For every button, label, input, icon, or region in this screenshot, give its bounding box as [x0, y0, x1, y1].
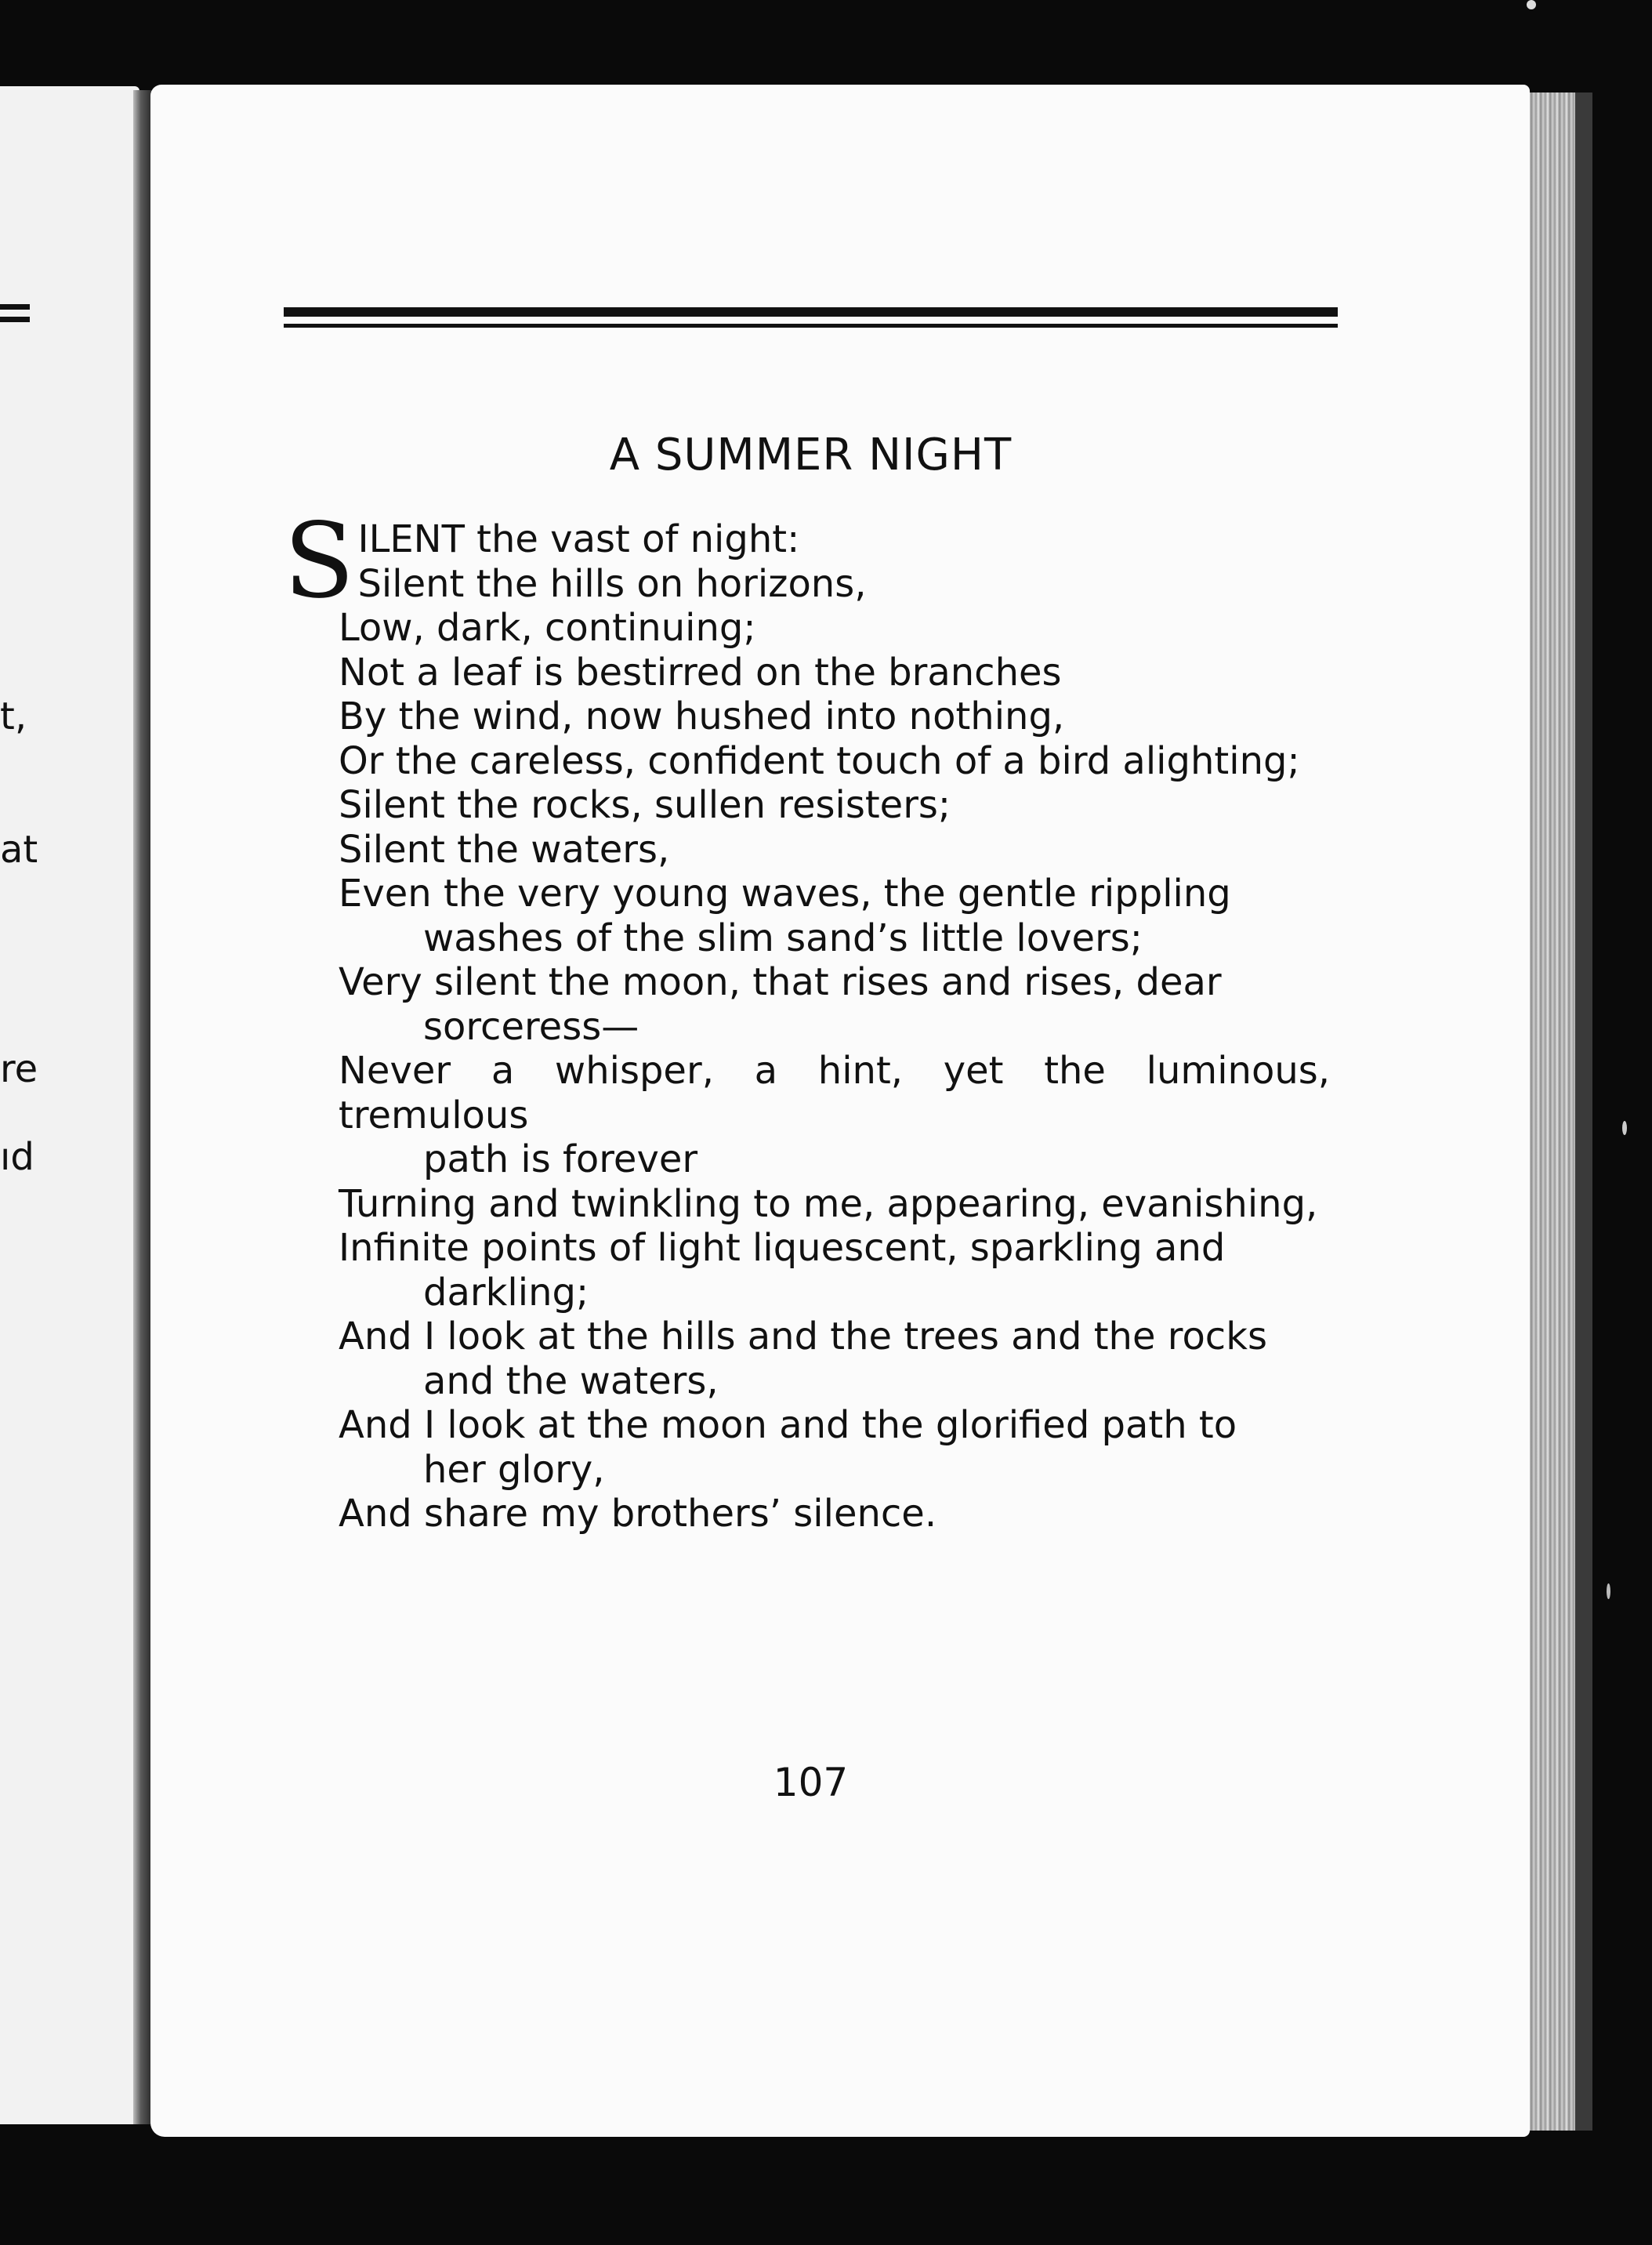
- poem-line-continuation: sorceress—: [423, 1004, 639, 1049]
- poem-line: ILENT the vast of night:: [357, 517, 800, 561]
- header-rule-thick: [284, 307, 1338, 317]
- poem-lines: [284, 562, 1338, 1536]
- left-page-text-fragment: t,: [0, 695, 27, 738]
- book-cover-edge: [1575, 92, 1592, 2131]
- poem-line: Silent the hills on horizons,: [357, 561, 867, 606]
- poem-line-continuation: washes of the slim sand’s little lovers;: [423, 916, 1143, 960]
- poem-line: Silent the rocks, sullen resisters;: [339, 783, 951, 827]
- scan-speck: [1622, 1121, 1627, 1135]
- poem-line: Turning and twinkling to me, appearing, evanishing,: [339, 1181, 1318, 1226]
- poem-line: And I look at the moon and the glorified path to: [339, 1403, 1237, 1447]
- poem-line-continuation: darkling;: [423, 1270, 589, 1315]
- header-rule-thin: [284, 324, 1338, 328]
- poem-line: Very silent the moon, that rises and rises, dear: [339, 960, 1222, 1004]
- poem-line: Low, dark, continuing;: [339, 606, 756, 650]
- poem-line: Silent the waters,: [339, 827, 670, 872]
- scan-speck: [1527, 0, 1536, 9]
- page-number: 107: [773, 1760, 849, 1805]
- drop-cap: S: [284, 501, 355, 622]
- poem-line: And I look at the hills and the trees and the rocks: [339, 1315, 1267, 1358]
- scan-speck: [1607, 1583, 1610, 1599]
- poem-title: A SUMMER NIGHT: [609, 430, 1013, 481]
- left-facing-page: [0, 86, 139, 2124]
- left-page-text-fragment: re: [0, 1047, 38, 1091]
- poem-line-continuation: her glory,: [423, 1447, 605, 1492]
- poem-body: [284, 501, 1338, 1536]
- left-page-text-fragment: ıd: [0, 1135, 34, 1179]
- poem-line-continuation: path is forever: [423, 1137, 698, 1181]
- poem-line-continuation: and the waters,: [423, 1358, 719, 1403]
- book-gutter: [133, 90, 152, 2124]
- left-page-text-fragment: at: [0, 828, 38, 872]
- poem-line: And share my brothers’ silence.: [339, 1492, 937, 1536]
- left-page-rule: [0, 317, 30, 322]
- poem-line: Or the careless, confident touch of a bird alighting;: [339, 738, 1300, 783]
- poem-line: Not a leaf is bestirred on the branches: [339, 650, 1062, 695]
- poem-line: Never a whisper, a hint, yet the luminous, tremulous: [339, 1049, 1330, 1137]
- poem-line: Even the very young waves, the gentle rippling: [339, 872, 1231, 916]
- left-page-rule: [0, 304, 30, 310]
- poem-line: By the wind, now hushed into nothing,: [339, 695, 1065, 738]
- poem-line: Infinite points of light liquescent, sparkling and: [339, 1226, 1226, 1270]
